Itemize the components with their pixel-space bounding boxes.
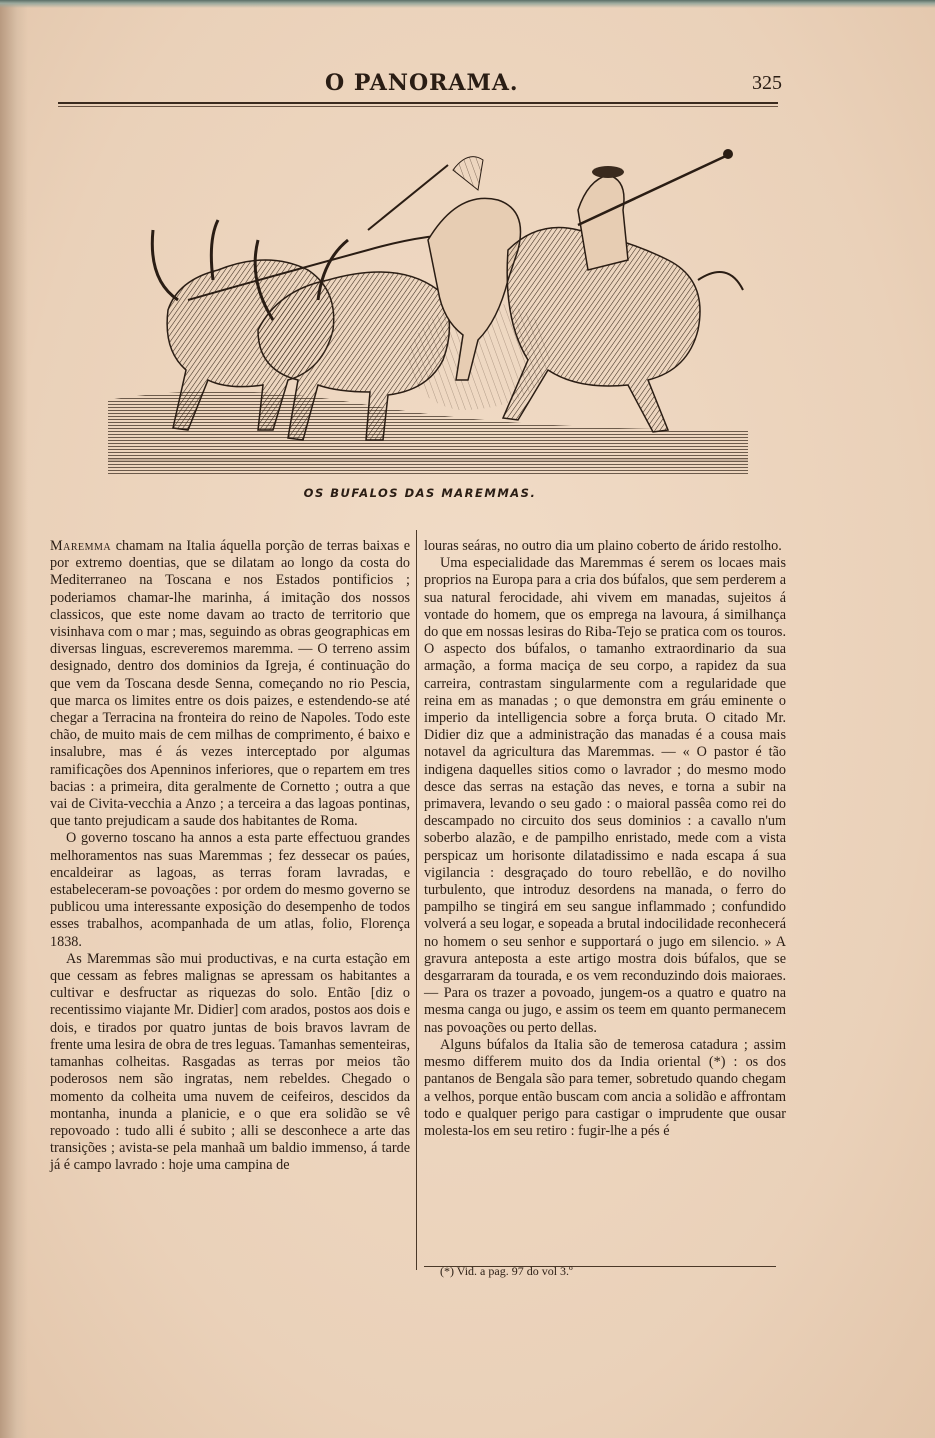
figure-caption: OS BUFALOS DAS MAREMMAS. — [303, 486, 537, 500]
masthead-title: O PANORAMA. — [325, 70, 519, 96]
article-paragraph: Uma especialidade das Maremmas é serem os locaes mais proprios na Europa para a cria dos búfalos, que sem perderem a sua natural ferocidade, ahi vivem em manadas, sujeitos á vontade do homem, que os emprega na lavoura, á similhança do que em nossas lesiras do Riba-Tejo se pratica com os touros. O aspecto dos búfalos, o tamanho extraordinario da sua armação, a forma maciça de seu corpo, a rapidez da sua carreira, contrastam singularmente com a regularidade que reina em as manadas ; o que demonstra em gráu eminente o imperio da intelligencia sobre a força bruta. O citado Mr. Didier diz que a administração das manadas é a cousa mais notavel da agricultura das Maremmas. — « O pastor é tão indigena daquelles sitios como o lavrador ; do mesmo modo desce das serras na estação das neves, e torna a subir na primavera, levando o seu gado : o maioral passêa como rei do descampado no circuito dos seus dominios : a cavallo n'um soberbo alazão, e de pampilho enristado, mede com a vista perspicaz um horisonte dilatadissimo e nada escapa á sua vigilancia : desgraçado do touro rebellão, e do novilho turbulento, que introduz desordens na manada, o ferro do pampilho se tingirá em seu sangue inflammado ; confundido volverá a seu logar, e sopeada a brutal indocilidade reconhecerá no homem o seu senhor e supportará o jugo em silencio. » A gravura anteposta a este artigo mostra dois búfalos, que se desgarraram da tourada, e os vem reconduzindo dois maioraes. — Para os trazer a povoado, jungem-os a quatro e quatro na mesma canga ou jugo, e assim os teem em quanto permanecem nas povoações ou perto dellas. — [424, 555, 786, 1036]
binding-gutter-shadow — [0, 0, 28, 1438]
article-paragraph: louras seáras, no outro dia um plaino coberto de árido restolho. — [424, 538, 782, 554]
page-number: 325 — [752, 72, 782, 94]
article-column-left — [50, 538, 410, 1175]
header-rule-thin — [58, 106, 778, 107]
buffalo-engraving — [108, 130, 748, 475]
footnote: (*) Vid. a pag. 97 do vol 3.º — [440, 1264, 573, 1278]
herdsman-right-on-horse — [503, 149, 743, 432]
page-top-edge — [0, 0, 935, 8]
article-paragraph: Maremma chamam na Italia áquella porção de terras baixas e por extremo doentias, que se dilatam ao longo da costa do Mediterraneo na Toscana e nos Estados pontificios ; poderiamos chamar-lhe marinha, á imitação dos nossos classicos, que este nome davam ao tracto de territorio que visinhava com o mar ; mas, seguindo as obras geographicas em diversas linguas, escreveremos maremma. — O terreno assim designado, dentro dos dominios da Igreja, é continuação do que vem da Toscana desde Senna, começando no rio Pescia, que marca os limites entre os dois paizes, e estendendo-se até chegar a Terracina na fronteira do reino de Napoles. Todo este chão, de muito mais de cem milhas de comprimento, é baixo e insalubre, mas é ás vezes interceptado por algumas ramificações dos Apenninos inferiores, que o repartem em tres bacias : a primeira, dita geralmente de Cornetto ; outra a que vai de Civita-vecchia a Anzo ; a terceira a das lagoas pontinas, que tanto prejudicam a saude dos habitantes de Roma. — [50, 538, 411, 830]
article-paragraph: As Maremmas são mui productivas, e na curta estação em que cessam as febres malignas se apressam os habitantes a cultivar e desfructar as riquezas do solo. Então [diz o recentissimo viajante Mr. Didier] com arados, postos aos dois e dois, e tirados por quatro juntas de bois bravos lavram de frente uma lesira de obra de tres leguas. Tamanhas sementeiras, tamanhas colheitas. Rasgadas as terras por meios tão poderosos nem são ingratas, nem rebeldes. Chegado o momento da colheita uma nuvem de ceifeiros, descidos da montanha, inunda a planicie, e o que era solidão se vê repovoado : tudo alli é subito ; alli se desconhece a arte das transições ; avista-se pela manhaã um baldio immenso, á tarde já é campo lavrado : hoje uma campina de — [50, 950, 410, 1174]
lead-word: Maremma — [50, 538, 112, 554]
column-divider — [416, 530, 417, 1270]
header-rule — [58, 102, 778, 104]
article-paragraph: Alguns búfalos da Italia são de temerosa catadura ; assim mesmo differem muito dos da India oriental (*) : os dos pantanos de Bengala são para temer, sobretudo quando chegam a velhos, porque então buscam com ancia a solidão e affrontam todo e qualquer perigo para castigar o imprudente que ousar molesta-los em seu retiro : fugir-lhe a pés é — [424, 1036, 786, 1139]
article-column-right — [424, 538, 786, 1140]
article-paragraph: O governo toscano ha annos a esta parte effectuou grandes melhoramentos nas suas Maremmas ; fez dessecar os paúes, encaldeirar as lagoas, as terras foram lavradas, e estabeleceram-se povoações : por ordem do mesmo governo se publicou uma interessante exposição do desempenho de todos esses trabalhos, acompanhada de um atlas, folio, Florença 1838. — [50, 830, 410, 950]
